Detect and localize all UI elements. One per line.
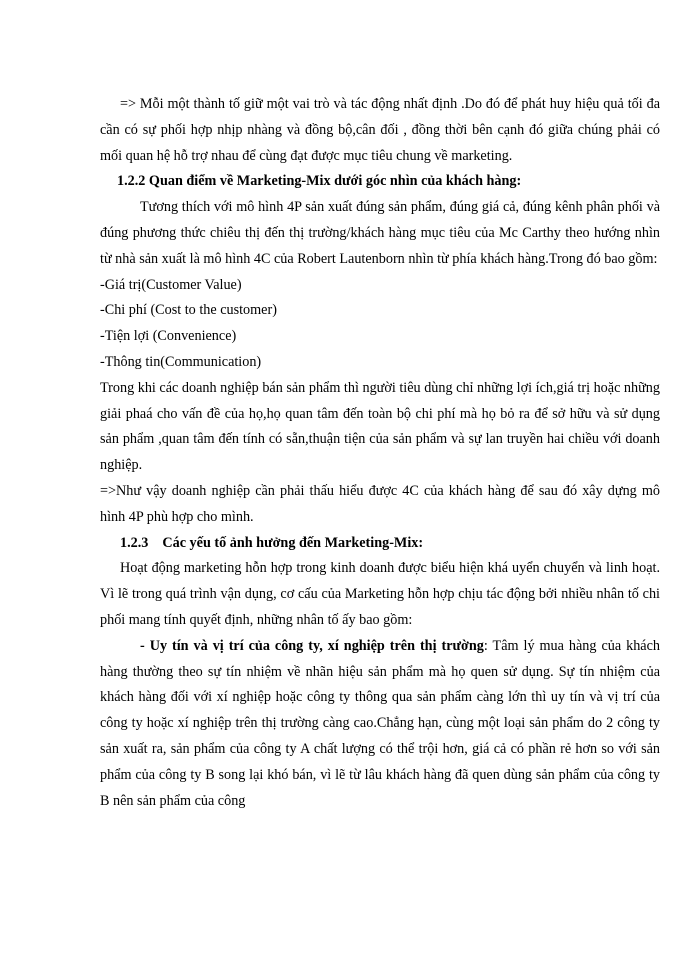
heading-1-2-3-number: 1.2.3 [120,534,149,551]
list-item-customer-value: -Giá trị(Customer Value) [100,276,242,293]
reputation-body: : Tâm lý mua hàng của khách hàng thường theo sự tín nhiệm về nhãn hiệu sản phẩm mà họ quen sử dụng. Sự tín nhiệm của khách hàng đối với xí nghiệp hoặc công ty thông qua sản phẩm càng lớn thì uy tín và vị trí của công ty hoặc xí nghiệp trên thị trường càng cao.Chẳng hạn, cùng một loại sản phẩm do 2 công ty sản xuất ra, sản phẩm của công ty A chất lượng có thể trội hơn, giá cả có phần rẻ hơn so với sản phẩm của công ty B song lại khó bán, vì lẽ từ lâu khách hàng đã quen dùng sản phẩm của công ty B nên sản phẩm của công [100,637,660,809]
paragraph-intro-conclusion: => Mỗi một thành tố giữ một vai trò và tác động nhất định .Do đó để phát huy hiệu quả tối đa cần có sự phối hợp nhịp nhàng và đồng bộ,cân đối , đồng thời bên cạnh đó giữa chúng phải có mối quan hệ hỗ trợ nhau để cùng đạt được mục tiêu chung về marketing. [100,96,660,164]
list-item-cost: -Chi phí (Cost to the customer) [100,302,277,319]
paragraph-consumer-view: Trong khi các doanh nghiệp bán sản phẩm thì người tiêu dùng chỉ những lợi ích,giá trị hoặc những giải phaá cho vấn đề của họ,họ quan tâm đến toàn bộ chi phí mà họ bỏ ra để sở hữu và sử dụng sản phẩm ,quan tâm đến tính có sẵn,thuận tiện của sản phẩm và sự lan truyền hai chiều với doanh nghiệp. [100,379,660,474]
paragraph-conclusion-4c: =>Như vậy doanh nghiệp cần phải thấu hiểu được 4C của khách hàng để sau đó xây dựng mô hình 4P phù hợp cho mình. [100,482,660,525]
heading-1-2-3-text: Các yếu tố ảnh hưởng đến Marketing-Mix: [162,534,424,551]
paragraph-factors-intro: Hoạt động marketing hỗn hợp trong kinh doanh được biểu hiện khá uyển chuyển và linh hoạt. Vì lẽ trong quá trình vận dụng, cơ cấu của Marketing hỗn hợp chịu tác động bởi nhiều nhân tố chi phối mang tính quyết định, những nhân tố ấy bao gồm: [100,560,660,628]
document-page [100,92,660,814]
reputation-lead: - Uy tín và vị trí của công ty, xí nghiệp trên thị trường [140,637,484,654]
paragraph-reputation [100,634,660,815]
heading-1-2-3 [100,531,660,557]
list-item-communication: -Thông tin(Communication) [100,353,262,370]
heading-1-2-2: 1.2.2 Quan điểm về Marketing-Mix dưới góc nhìn của khách hàng: [117,173,522,190]
paragraph-4c-intro: Tương thích với mô hình 4P sản xuất đúng sản phẩm, đúng giá cả, đúng kênh phân phối và đúng phương thức chiêu thị đến thị trường/khách hàng mục tiêu của Mc Carthy theo hướng nhìn từ nhà sản xuất là mô hình 4C của Robert Lautenborn nhìn từ phía khách hàng.Trong đó bao gồm: [100,199,660,267]
list-item-convenience: -Tiện lợi (Convenience) [100,328,237,345]
